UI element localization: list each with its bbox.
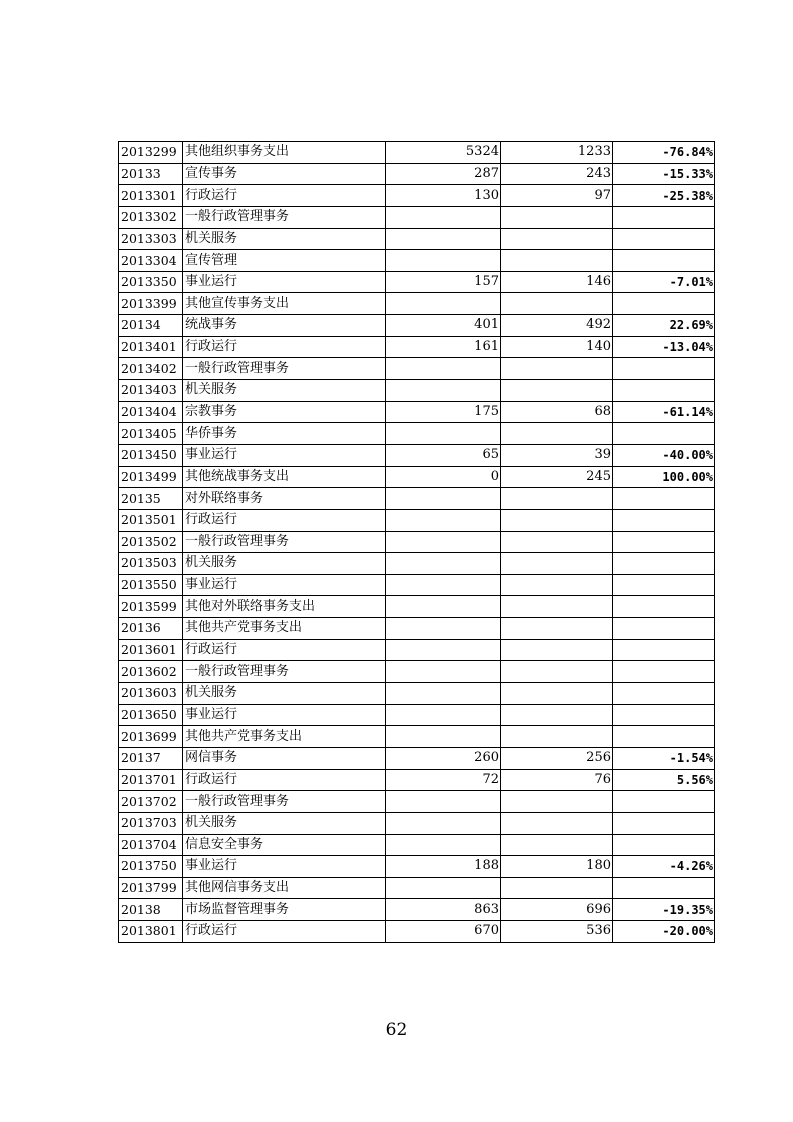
change-percent-cell: -13.04% bbox=[613, 336, 715, 358]
account-name-cell: 行政运行 bbox=[183, 769, 386, 791]
table-row bbox=[119, 250, 715, 272]
change-percent-cell bbox=[613, 834, 715, 856]
account-name-cell: 统战事务 bbox=[183, 315, 386, 337]
account-code-cell: 20133 bbox=[119, 163, 183, 185]
change-percent-cell bbox=[613, 228, 715, 250]
account-code-cell: 2013801 bbox=[119, 921, 183, 943]
change-percent-cell bbox=[613, 293, 715, 315]
table-row bbox=[119, 747, 715, 769]
prior-amount-cell: 72 bbox=[386, 769, 501, 791]
prior-amount-cell bbox=[386, 704, 501, 726]
account-name-cell: 宗教事务 bbox=[183, 401, 386, 423]
account-name-cell: 机关服务 bbox=[183, 683, 386, 705]
table-row bbox=[119, 228, 715, 250]
account-name-cell: 其他统战事务支出 bbox=[183, 466, 386, 488]
account-name-cell: 事业运行 bbox=[183, 704, 386, 726]
account-name-cell: 行政运行 bbox=[183, 336, 386, 358]
change-percent-cell: -4.26% bbox=[613, 856, 715, 878]
table-row bbox=[119, 185, 715, 207]
change-percent-cell: 22.69% bbox=[613, 315, 715, 337]
current-amount-cell: 492 bbox=[501, 315, 613, 337]
budget-table bbox=[118, 141, 715, 943]
change-percent-cell bbox=[613, 531, 715, 553]
table-row bbox=[119, 401, 715, 423]
current-amount-cell bbox=[501, 683, 613, 705]
account-name-cell: 事业运行 bbox=[183, 444, 386, 466]
account-name-cell: 其他组织事务支出 bbox=[183, 142, 386, 164]
account-name-cell: 宣传事务 bbox=[183, 163, 386, 185]
prior-amount-cell bbox=[386, 358, 501, 380]
current-amount-cell: 1233 bbox=[501, 142, 613, 164]
current-amount-cell bbox=[501, 791, 613, 813]
current-amount-cell: 180 bbox=[501, 856, 613, 878]
account-name-cell: 一般行政管理事务 bbox=[183, 358, 386, 380]
change-percent-cell bbox=[613, 704, 715, 726]
current-amount-cell: 97 bbox=[501, 185, 613, 207]
account-name-cell: 对外联络事务 bbox=[183, 488, 386, 510]
prior-amount-cell bbox=[386, 791, 501, 813]
account-name-cell: 华侨事务 bbox=[183, 423, 386, 445]
current-amount-cell: 39 bbox=[501, 444, 613, 466]
current-amount-cell bbox=[501, 423, 613, 445]
table-row bbox=[119, 271, 715, 293]
account-name-cell: 机关服务 bbox=[183, 812, 386, 834]
account-code-cell: 2013599 bbox=[119, 596, 183, 618]
prior-amount-cell bbox=[386, 531, 501, 553]
prior-amount-cell bbox=[386, 488, 501, 510]
account-name-cell: 事业运行 bbox=[183, 856, 386, 878]
change-percent-cell: -25.38% bbox=[613, 185, 715, 207]
prior-amount-cell: 188 bbox=[386, 856, 501, 878]
table-row bbox=[119, 899, 715, 921]
account-code-cell: 2013304 bbox=[119, 250, 183, 272]
change-percent-cell bbox=[613, 812, 715, 834]
table-row bbox=[119, 574, 715, 596]
account-code-cell: 2013450 bbox=[119, 444, 183, 466]
prior-amount-cell: 670 bbox=[386, 921, 501, 943]
table-row bbox=[119, 293, 715, 315]
change-percent-cell: -61.14% bbox=[613, 401, 715, 423]
change-percent-cell bbox=[613, 250, 715, 272]
account-code-cell: 2013350 bbox=[119, 271, 183, 293]
current-amount-cell: 68 bbox=[501, 401, 613, 423]
table-row bbox=[119, 380, 715, 402]
prior-amount-cell bbox=[386, 250, 501, 272]
table-row bbox=[119, 553, 715, 575]
change-percent-cell bbox=[613, 726, 715, 748]
change-percent-cell: 100.00% bbox=[613, 466, 715, 488]
account-code-cell: 2013401 bbox=[119, 336, 183, 358]
account-name-cell: 一般行政管理事务 bbox=[183, 206, 386, 228]
account-code-cell: 2013699 bbox=[119, 726, 183, 748]
account-name-cell: 事业运行 bbox=[183, 271, 386, 293]
table-row bbox=[119, 466, 715, 488]
account-code-cell: 2013603 bbox=[119, 683, 183, 705]
budget-table-body bbox=[119, 142, 715, 943]
account-name-cell: 宣传管理 bbox=[183, 250, 386, 272]
prior-amount-cell bbox=[386, 683, 501, 705]
account-name-cell: 其他网信事务支出 bbox=[183, 877, 386, 899]
prior-amount-cell: 175 bbox=[386, 401, 501, 423]
change-percent-cell: -1.54% bbox=[613, 747, 715, 769]
account-code-cell: 2013550 bbox=[119, 574, 183, 596]
current-amount-cell bbox=[501, 293, 613, 315]
account-code-cell: 2013703 bbox=[119, 812, 183, 834]
change-percent-cell bbox=[613, 639, 715, 661]
change-percent-cell: -19.35% bbox=[613, 899, 715, 921]
account-name-cell: 一般行政管理事务 bbox=[183, 791, 386, 813]
account-code-cell: 2013704 bbox=[119, 834, 183, 856]
table-row bbox=[119, 791, 715, 813]
account-code-cell: 20134 bbox=[119, 315, 183, 337]
table-row bbox=[119, 834, 715, 856]
table-row bbox=[119, 142, 715, 164]
table-row bbox=[119, 769, 715, 791]
current-amount-cell bbox=[501, 704, 613, 726]
current-amount-cell: 536 bbox=[501, 921, 613, 943]
account-name-cell: 机关服务 bbox=[183, 380, 386, 402]
account-name-cell: 行政运行 bbox=[183, 639, 386, 661]
prior-amount-cell bbox=[386, 206, 501, 228]
change-percent-cell: -40.00% bbox=[613, 444, 715, 466]
account-code-cell: 2013799 bbox=[119, 877, 183, 899]
prior-amount-cell: 0 bbox=[386, 466, 501, 488]
prior-amount-cell: 65 bbox=[386, 444, 501, 466]
account-name-cell: 其他共产党事务支出 bbox=[183, 726, 386, 748]
prior-amount-cell bbox=[386, 639, 501, 661]
table-row bbox=[119, 877, 715, 899]
table-row bbox=[119, 661, 715, 683]
current-amount-cell bbox=[501, 358, 613, 380]
table-row bbox=[119, 315, 715, 337]
prior-amount-cell bbox=[386, 661, 501, 683]
current-amount-cell: 256 bbox=[501, 747, 613, 769]
change-percent-cell bbox=[613, 618, 715, 640]
table-row bbox=[119, 683, 715, 705]
table-row bbox=[119, 531, 715, 553]
change-percent-cell: -20.00% bbox=[613, 921, 715, 943]
account-code-cell: 2013301 bbox=[119, 185, 183, 207]
account-code-cell: 2013701 bbox=[119, 769, 183, 791]
change-percent-cell bbox=[613, 596, 715, 618]
change-percent-cell bbox=[613, 358, 715, 380]
account-code-cell: 2013602 bbox=[119, 661, 183, 683]
prior-amount-cell bbox=[386, 553, 501, 575]
account-name-cell: 网信事务 bbox=[183, 747, 386, 769]
table-row bbox=[119, 423, 715, 445]
account-name-cell: 事业运行 bbox=[183, 574, 386, 596]
change-percent-cell bbox=[613, 380, 715, 402]
change-percent-cell bbox=[613, 488, 715, 510]
table-row bbox=[119, 596, 715, 618]
account-code-cell: 2013499 bbox=[119, 466, 183, 488]
prior-amount-cell bbox=[386, 380, 501, 402]
table-row bbox=[119, 618, 715, 640]
current-amount-cell bbox=[501, 596, 613, 618]
table-row bbox=[119, 358, 715, 380]
account-code-cell: 2013404 bbox=[119, 401, 183, 423]
change-percent-cell bbox=[613, 574, 715, 596]
account-name-cell: 一般行政管理事务 bbox=[183, 531, 386, 553]
change-percent-cell bbox=[613, 553, 715, 575]
current-amount-cell bbox=[501, 639, 613, 661]
prior-amount-cell: 130 bbox=[386, 185, 501, 207]
account-name-cell: 其他宣传事务支出 bbox=[183, 293, 386, 315]
current-amount-cell bbox=[501, 618, 613, 640]
current-amount-cell bbox=[501, 834, 613, 856]
table-row bbox=[119, 163, 715, 185]
current-amount-cell bbox=[501, 488, 613, 510]
account-code-cell: 2013302 bbox=[119, 206, 183, 228]
account-name-cell: 一般行政管理事务 bbox=[183, 661, 386, 683]
table-row bbox=[119, 206, 715, 228]
table-row bbox=[119, 856, 715, 878]
account-name-cell: 行政运行 bbox=[183, 509, 386, 531]
current-amount-cell: 696 bbox=[501, 899, 613, 921]
account-name-cell: 市场监督管理事务 bbox=[183, 899, 386, 921]
account-name-cell: 信息安全事务 bbox=[183, 834, 386, 856]
change-percent-cell: -15.33% bbox=[613, 163, 715, 185]
prior-amount-cell: 161 bbox=[386, 336, 501, 358]
account-code-cell: 20138 bbox=[119, 899, 183, 921]
current-amount-cell bbox=[501, 574, 613, 596]
change-percent-cell bbox=[613, 661, 715, 683]
account-code-cell: 2013601 bbox=[119, 639, 183, 661]
account-code-cell: 2013502 bbox=[119, 531, 183, 553]
prior-amount-cell: 260 bbox=[386, 747, 501, 769]
table-row bbox=[119, 726, 715, 748]
account-name-cell: 机关服务 bbox=[183, 228, 386, 250]
prior-amount-cell: 5324 bbox=[386, 142, 501, 164]
account-code-cell: 20136 bbox=[119, 618, 183, 640]
account-name-cell: 行政运行 bbox=[183, 921, 386, 943]
prior-amount-cell bbox=[386, 574, 501, 596]
current-amount-cell: 245 bbox=[501, 466, 613, 488]
current-amount-cell bbox=[501, 250, 613, 272]
table-row bbox=[119, 639, 715, 661]
table-row bbox=[119, 921, 715, 943]
change-percent-cell bbox=[613, 791, 715, 813]
prior-amount-cell: 157 bbox=[386, 271, 501, 293]
account-code-cell: 2013501 bbox=[119, 509, 183, 531]
account-name-cell: 行政运行 bbox=[183, 185, 386, 207]
table-row bbox=[119, 509, 715, 531]
change-percent-cell bbox=[613, 423, 715, 445]
current-amount-cell bbox=[501, 877, 613, 899]
prior-amount-cell bbox=[386, 726, 501, 748]
prior-amount-cell: 287 bbox=[386, 163, 501, 185]
prior-amount-cell bbox=[386, 509, 501, 531]
account-code-cell: 2013750 bbox=[119, 856, 183, 878]
account-code-cell: 2013403 bbox=[119, 380, 183, 402]
prior-amount-cell: 401 bbox=[386, 315, 501, 337]
page-number: 62 bbox=[385, 1020, 408, 1040]
table-row bbox=[119, 704, 715, 726]
current-amount-cell bbox=[501, 553, 613, 575]
current-amount-cell bbox=[501, 661, 613, 683]
prior-amount-cell bbox=[386, 423, 501, 445]
table-row bbox=[119, 336, 715, 358]
account-code-cell: 2013405 bbox=[119, 423, 183, 445]
change-percent-cell bbox=[613, 206, 715, 228]
current-amount-cell: 76 bbox=[501, 769, 613, 791]
current-amount-cell: 243 bbox=[501, 163, 613, 185]
account-code-cell: 2013702 bbox=[119, 791, 183, 813]
account-code-cell: 2013299 bbox=[119, 142, 183, 164]
account-code-cell: 2013503 bbox=[119, 553, 183, 575]
table-row bbox=[119, 444, 715, 466]
current-amount-cell bbox=[501, 812, 613, 834]
change-percent-cell: 5.56% bbox=[613, 769, 715, 791]
table-row bbox=[119, 488, 715, 510]
change-percent-cell bbox=[613, 877, 715, 899]
prior-amount-cell bbox=[386, 812, 501, 834]
prior-amount-cell bbox=[386, 877, 501, 899]
account-name-cell: 其他对外联络事务支出 bbox=[183, 596, 386, 618]
change-percent-cell bbox=[613, 509, 715, 531]
current-amount-cell bbox=[501, 380, 613, 402]
current-amount-cell: 146 bbox=[501, 271, 613, 293]
current-amount-cell bbox=[501, 206, 613, 228]
current-amount-cell bbox=[501, 531, 613, 553]
current-amount-cell: 140 bbox=[501, 336, 613, 358]
account-code-cell: 2013303 bbox=[119, 228, 183, 250]
prior-amount-cell: 863 bbox=[386, 899, 501, 921]
current-amount-cell bbox=[501, 228, 613, 250]
account-code-cell: 2013402 bbox=[119, 358, 183, 380]
change-percent-cell: -7.01% bbox=[613, 271, 715, 293]
prior-amount-cell bbox=[386, 228, 501, 250]
prior-amount-cell bbox=[386, 293, 501, 315]
change-percent-cell: -76.84% bbox=[613, 142, 715, 164]
account-code-cell: 2013650 bbox=[119, 704, 183, 726]
account-code-cell: 20135 bbox=[119, 488, 183, 510]
prior-amount-cell bbox=[386, 596, 501, 618]
account-name-cell: 其他共产党事务支出 bbox=[183, 618, 386, 640]
current-amount-cell bbox=[501, 726, 613, 748]
account-code-cell: 2013399 bbox=[119, 293, 183, 315]
account-name-cell: 机关服务 bbox=[183, 553, 386, 575]
table-row bbox=[119, 812, 715, 834]
account-code-cell: 20137 bbox=[119, 747, 183, 769]
change-percent-cell bbox=[613, 683, 715, 705]
prior-amount-cell bbox=[386, 834, 501, 856]
prior-amount-cell bbox=[386, 618, 501, 640]
current-amount-cell bbox=[501, 509, 613, 531]
